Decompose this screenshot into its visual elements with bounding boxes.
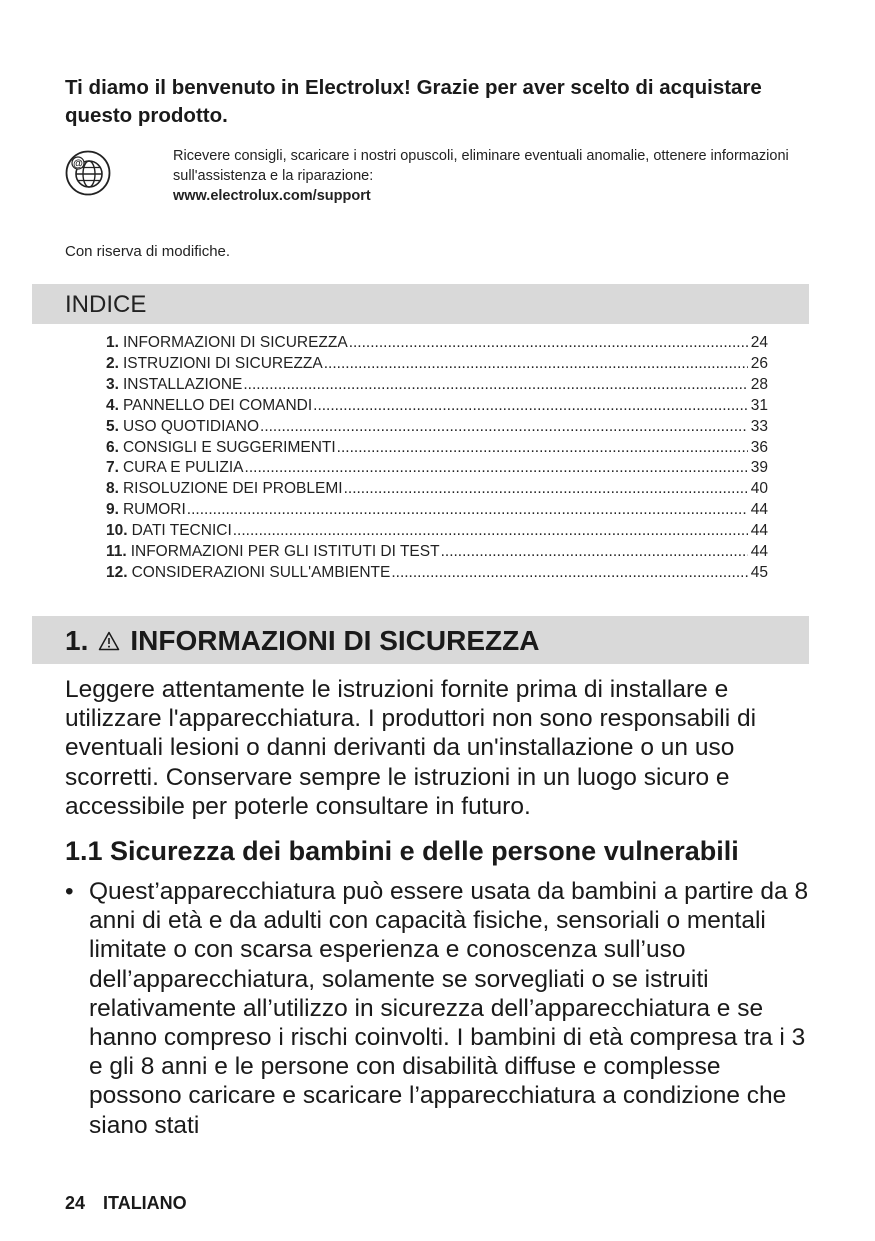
toc-item[interactable] (106, 563, 768, 584)
index-header (32, 284, 809, 324)
section-header (32, 616, 809, 664)
section-title: INFORMAZIONI DI SICUREZZA (130, 625, 540, 656)
globe-at-icon (65, 150, 111, 196)
toc-number: 6. (106, 438, 119, 456)
toc-label: RUMORI (122, 501, 186, 519)
toc-page: 28 (750, 375, 768, 393)
toc-leader (313, 396, 748, 417)
toc-label: CURA E PULIZIA (122, 459, 244, 477)
toc-page: 40 (750, 480, 768, 498)
footer-language: ITALIANO (103, 1193, 187, 1213)
toc-label: DATI TECNICI (131, 522, 232, 540)
toc-label: ISTRUZIONI DI SICUREZZA (122, 354, 323, 372)
toc-page: 26 (750, 354, 768, 372)
welcome-heading: Ti diamo il benvenuto in Electrolux! Grazie per aver scelto di acquistare questo prodotto. (65, 76, 762, 127)
bullet-mark: • (65, 878, 74, 905)
section-number: 1. (65, 625, 89, 656)
toc-item[interactable] (106, 333, 768, 354)
toc-number: 4. (106, 396, 119, 414)
page-number: 24 (65, 1193, 86, 1213)
toc-number: 5. (106, 417, 119, 435)
section-intro: Leggere attentamente le istruzioni fornite prima di installare e utilizzare l'apparecchiatura. I produttori non sono responsabili di eventuali lesioni o danni derivanti da un'installazione o un uso scorretti. Conservare sempre le istruzioni in un luogo sicuro e accessibile per poterle consultare in futuro. (65, 676, 757, 820)
toc-leader (260, 417, 748, 438)
toc-label: CONSIDERAZIONI SULL'AMBIENTE (131, 563, 391, 581)
toc-leader (391, 563, 747, 584)
toc-leader (243, 375, 747, 396)
page-footer (65, 1193, 187, 1214)
toc-leader (337, 438, 748, 459)
bullet-text: Quest’apparecchiatura può essere usata da bambini a partire da 8 anni di età e da adulti con capacità fisiche, sensoriali o mentali limitate o con scarsa esperienza e conoscenza sull’uso dell’apparecchiatura, solamente se sorvegliati o se istruiti relativamente all’utilizzo in sicurezza dell’apparecchiatura e se hanno compreso i rischi coinvolti. I bambini di età compresa tra i 3 e gli 8 anni e le persone con disabilità diffuse e complesse possono caricare e scaricare l’apparecchiatura a condizione che siano stati (89, 878, 809, 1139)
toc-label: INFORMAZIONI PER GLI ISTITUTI DI TEST (130, 543, 440, 561)
toc-item[interactable] (106, 500, 768, 521)
toc-number: 8. (106, 480, 119, 498)
toc-page: 24 (750, 334, 768, 351)
toc-number: 12. (106, 563, 128, 581)
toc-page: 44 (750, 522, 768, 540)
toc-leader (245, 458, 748, 479)
toc-leader (324, 354, 748, 375)
toc-item[interactable] (106, 521, 768, 542)
toc-page: 39 (750, 459, 768, 477)
toc-page: 33 (750, 417, 768, 435)
toc-number: 10. (106, 522, 128, 540)
toc-label: INFORMAZIONI DI SICUREZZA (122, 334, 348, 351)
toc-item[interactable] (106, 542, 768, 563)
toc-item[interactable] (106, 479, 768, 500)
toc-item[interactable] (106, 417, 768, 438)
change-notice: Con riserva di modifiche. (65, 243, 231, 260)
index-title: INDICE (65, 291, 147, 318)
toc-leader (344, 479, 748, 500)
toc-page: 36 (750, 438, 768, 456)
support-link[interactable]: www.electrolux.com/support (173, 188, 371, 204)
toc-item[interactable] (106, 354, 768, 375)
toc-number: 3. (106, 375, 119, 393)
toc-page: 45 (750, 563, 768, 581)
toc-number: 1. (106, 334, 119, 351)
toc-number: 11. (106, 543, 127, 561)
table-of-contents (106, 333, 768, 584)
toc-page: 31 (750, 396, 768, 414)
subsection-title: 1.1 Sicurezza dei bambini e delle persone vulnerabili (65, 836, 739, 866)
toc-leader (187, 500, 748, 521)
toc-leader (441, 542, 748, 563)
toc-item[interactable] (106, 375, 768, 396)
toc-number: 7. (106, 459, 119, 477)
toc-item[interactable] (106, 458, 768, 479)
toc-label: INSTALLAZIONE (122, 375, 243, 393)
toc-leader (349, 333, 748, 354)
bullet-item (65, 877, 810, 1140)
toc-label: RISOLUZIONE DEI PROBLEMI (122, 480, 343, 498)
support-description: Ricevere consigli, scaricare i nostri opuscoli, eliminare eventuali anomalie, ottenere informazioni sull'assistenza e la riparazione: (173, 148, 789, 184)
toc-page: 44 (750, 543, 768, 561)
toc-item[interactable] (106, 438, 768, 459)
toc-label: USO QUOTIDIANO (122, 417, 260, 435)
svg-text:@: @ (73, 158, 83, 170)
toc-label: CONSIGLI E SUGGERIMENTI (122, 438, 336, 456)
toc-leader (233, 521, 748, 542)
toc-number: 2. (106, 354, 119, 372)
toc-number: 9. (106, 501, 119, 519)
toc-page: 44 (750, 501, 768, 519)
toc-item[interactable] (106, 396, 768, 417)
support-info (173, 146, 813, 206)
toc-label: PANNELLO DEI COMANDI (122, 396, 313, 414)
warning-triangle-icon (98, 631, 120, 651)
